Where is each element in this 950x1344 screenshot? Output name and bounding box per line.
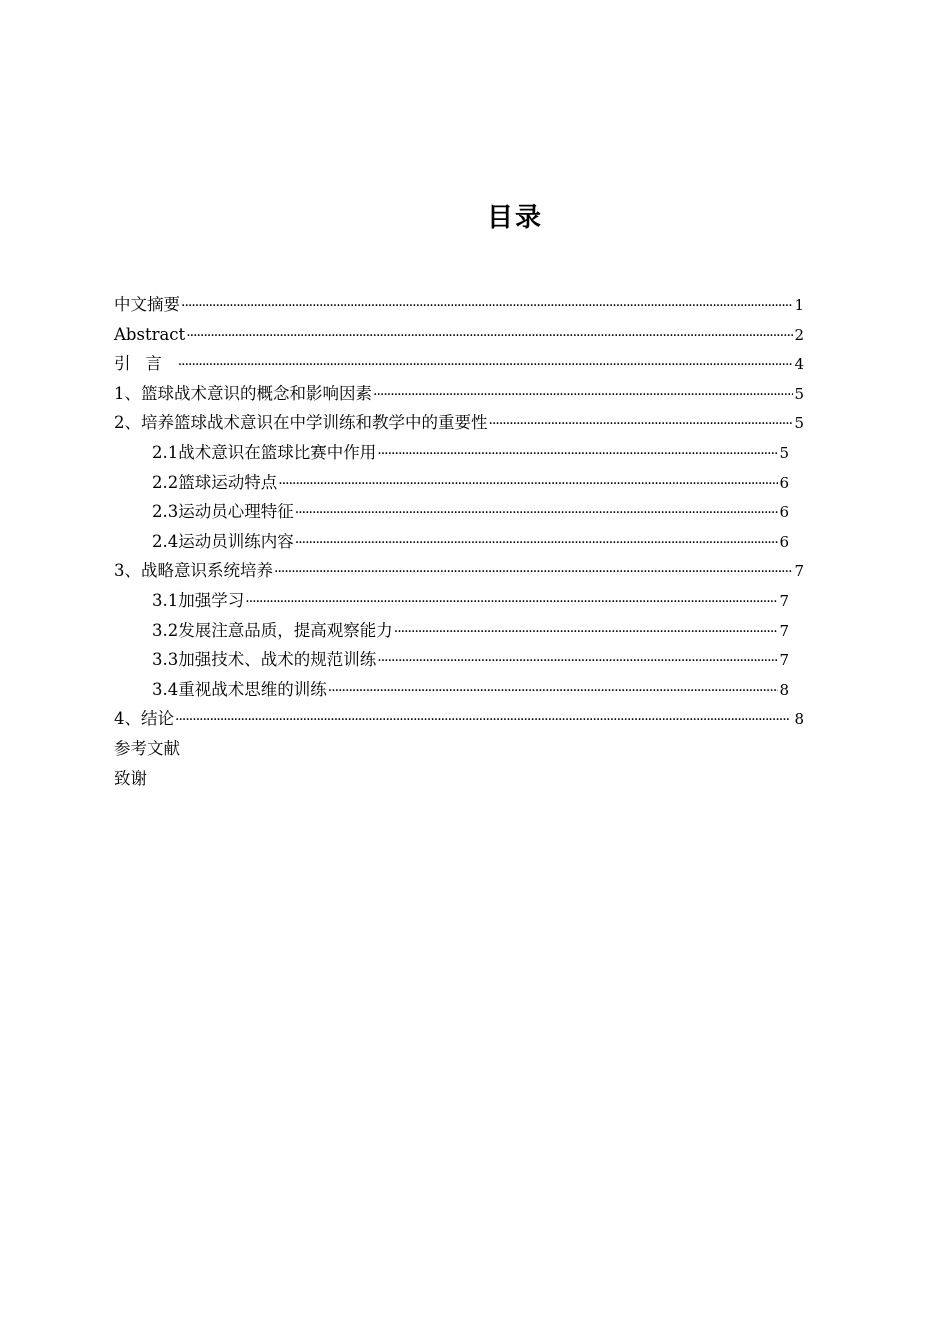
toc-entry-page: 8 <box>794 710 804 729</box>
toc-entry-page: 2 <box>794 325 804 344</box>
toc-dot-leader <box>394 618 779 648</box>
toc-entry-page: 6 <box>779 532 789 551</box>
toc-entry-section-2-2[interactable] <box>114 468 804 498</box>
toc-entry-label: 参考文献 <box>114 738 180 758</box>
toc-entry-section-2-1[interactable] <box>114 438 804 468</box>
toc-entry-introduction[interactable] <box>114 349 804 379</box>
toc-dot-leader <box>295 529 779 559</box>
toc-dot-leader <box>373 381 793 411</box>
toc-entry-page: 5 <box>794 414 804 433</box>
toc-entry-abstract-en[interactable] <box>114 320 804 350</box>
toc-entry-section-3-1[interactable] <box>114 586 804 616</box>
toc-dot-leader <box>489 410 794 440</box>
toc-entry-section-4[interactable] <box>114 704 804 734</box>
toc-entry-label: 2.2篮球运动特点 <box>152 472 278 492</box>
toc-entry-page: 7 <box>794 562 804 581</box>
toc-entry-page: 8 <box>779 680 789 699</box>
toc-entry-label: 1、篮球战术意识的概念和影响因素 <box>114 383 372 403</box>
toc-entry-section-3-2[interactable] <box>114 616 804 646</box>
toc-entry-section-3-3[interactable] <box>114 645 804 675</box>
toc-entry-label: 3.1加强学习 <box>152 590 245 610</box>
toc-entry-section-3-4[interactable] <box>114 675 804 705</box>
toc-entry-label: 2.1战术意识在篮球比赛中作用 <box>152 442 377 462</box>
toc-entry-page: 1 <box>794 296 804 314</box>
toc-entry-acknowledgements[interactable] <box>114 764 804 794</box>
toc-entry-label: 3.4重视战术思维的训练 <box>152 679 327 699</box>
toc-entry-label: 2、培养篮球战术意识在中学训练和教学中的重要性 <box>114 413 488 433</box>
toc-dot-leader <box>245 588 778 618</box>
toc-entry-page: 7 <box>779 621 789 640</box>
toc-entry-label: 引言 <box>114 354 177 374</box>
toc-entry-page: 7 <box>779 651 789 670</box>
toc-entry-page: 6 <box>779 503 789 522</box>
toc-dot-leader <box>181 292 793 322</box>
toc-entry-section-3[interactable] <box>114 556 804 586</box>
toc-entry-section-2-3[interactable] <box>114 497 804 527</box>
toc-entry-label: 4、结论 <box>114 709 174 729</box>
toc-dot-leader <box>377 647 778 677</box>
toc-entry-abstract-cn[interactable] <box>114 290 804 320</box>
toc-entry-references[interactable] <box>114 734 804 764</box>
toc-entry-label: Abstract <box>114 324 186 344</box>
toc-dot-leader <box>175 706 793 736</box>
toc-entry-label: 致谢 <box>114 768 147 788</box>
toc-entry-label: 2.3运动员心理特征 <box>152 502 294 522</box>
toc-entry-section-1[interactable] <box>114 379 804 409</box>
toc-dot-leader <box>178 351 794 381</box>
toc-dot-leader <box>295 499 779 529</box>
toc-entry-label: 2.4运动员训练内容 <box>152 531 294 551</box>
toc-dot-leader <box>278 470 778 500</box>
table-of-contents <box>114 290 804 793</box>
toc-entry-section-2-4[interactable] <box>114 527 804 557</box>
toc-dot-leader <box>274 558 793 588</box>
page-title: 目录 <box>486 203 543 233</box>
toc-dot-leader <box>328 677 779 707</box>
toc-entry-label: 3.2发展注意品质，提高观察能力 <box>152 620 393 640</box>
toc-entry-page: 5 <box>794 384 804 403</box>
toc-entry-page: 4 <box>794 355 804 374</box>
toc-entry-page: 5 <box>779 443 789 462</box>
toc-entry-label: 中文摘要 <box>114 295 180 314</box>
toc-entry-page: 7 <box>779 591 789 610</box>
toc-entry-label: 3、战略意识系统培养 <box>114 561 273 581</box>
toc-entry-page: 6 <box>779 473 789 492</box>
toc-dot-leader <box>377 440 778 470</box>
toc-entry-section-2[interactable] <box>114 408 804 438</box>
toc-dot-leader <box>186 322 793 352</box>
toc-entry-label: 3.3加强技术、战术的规范训练 <box>152 650 377 670</box>
